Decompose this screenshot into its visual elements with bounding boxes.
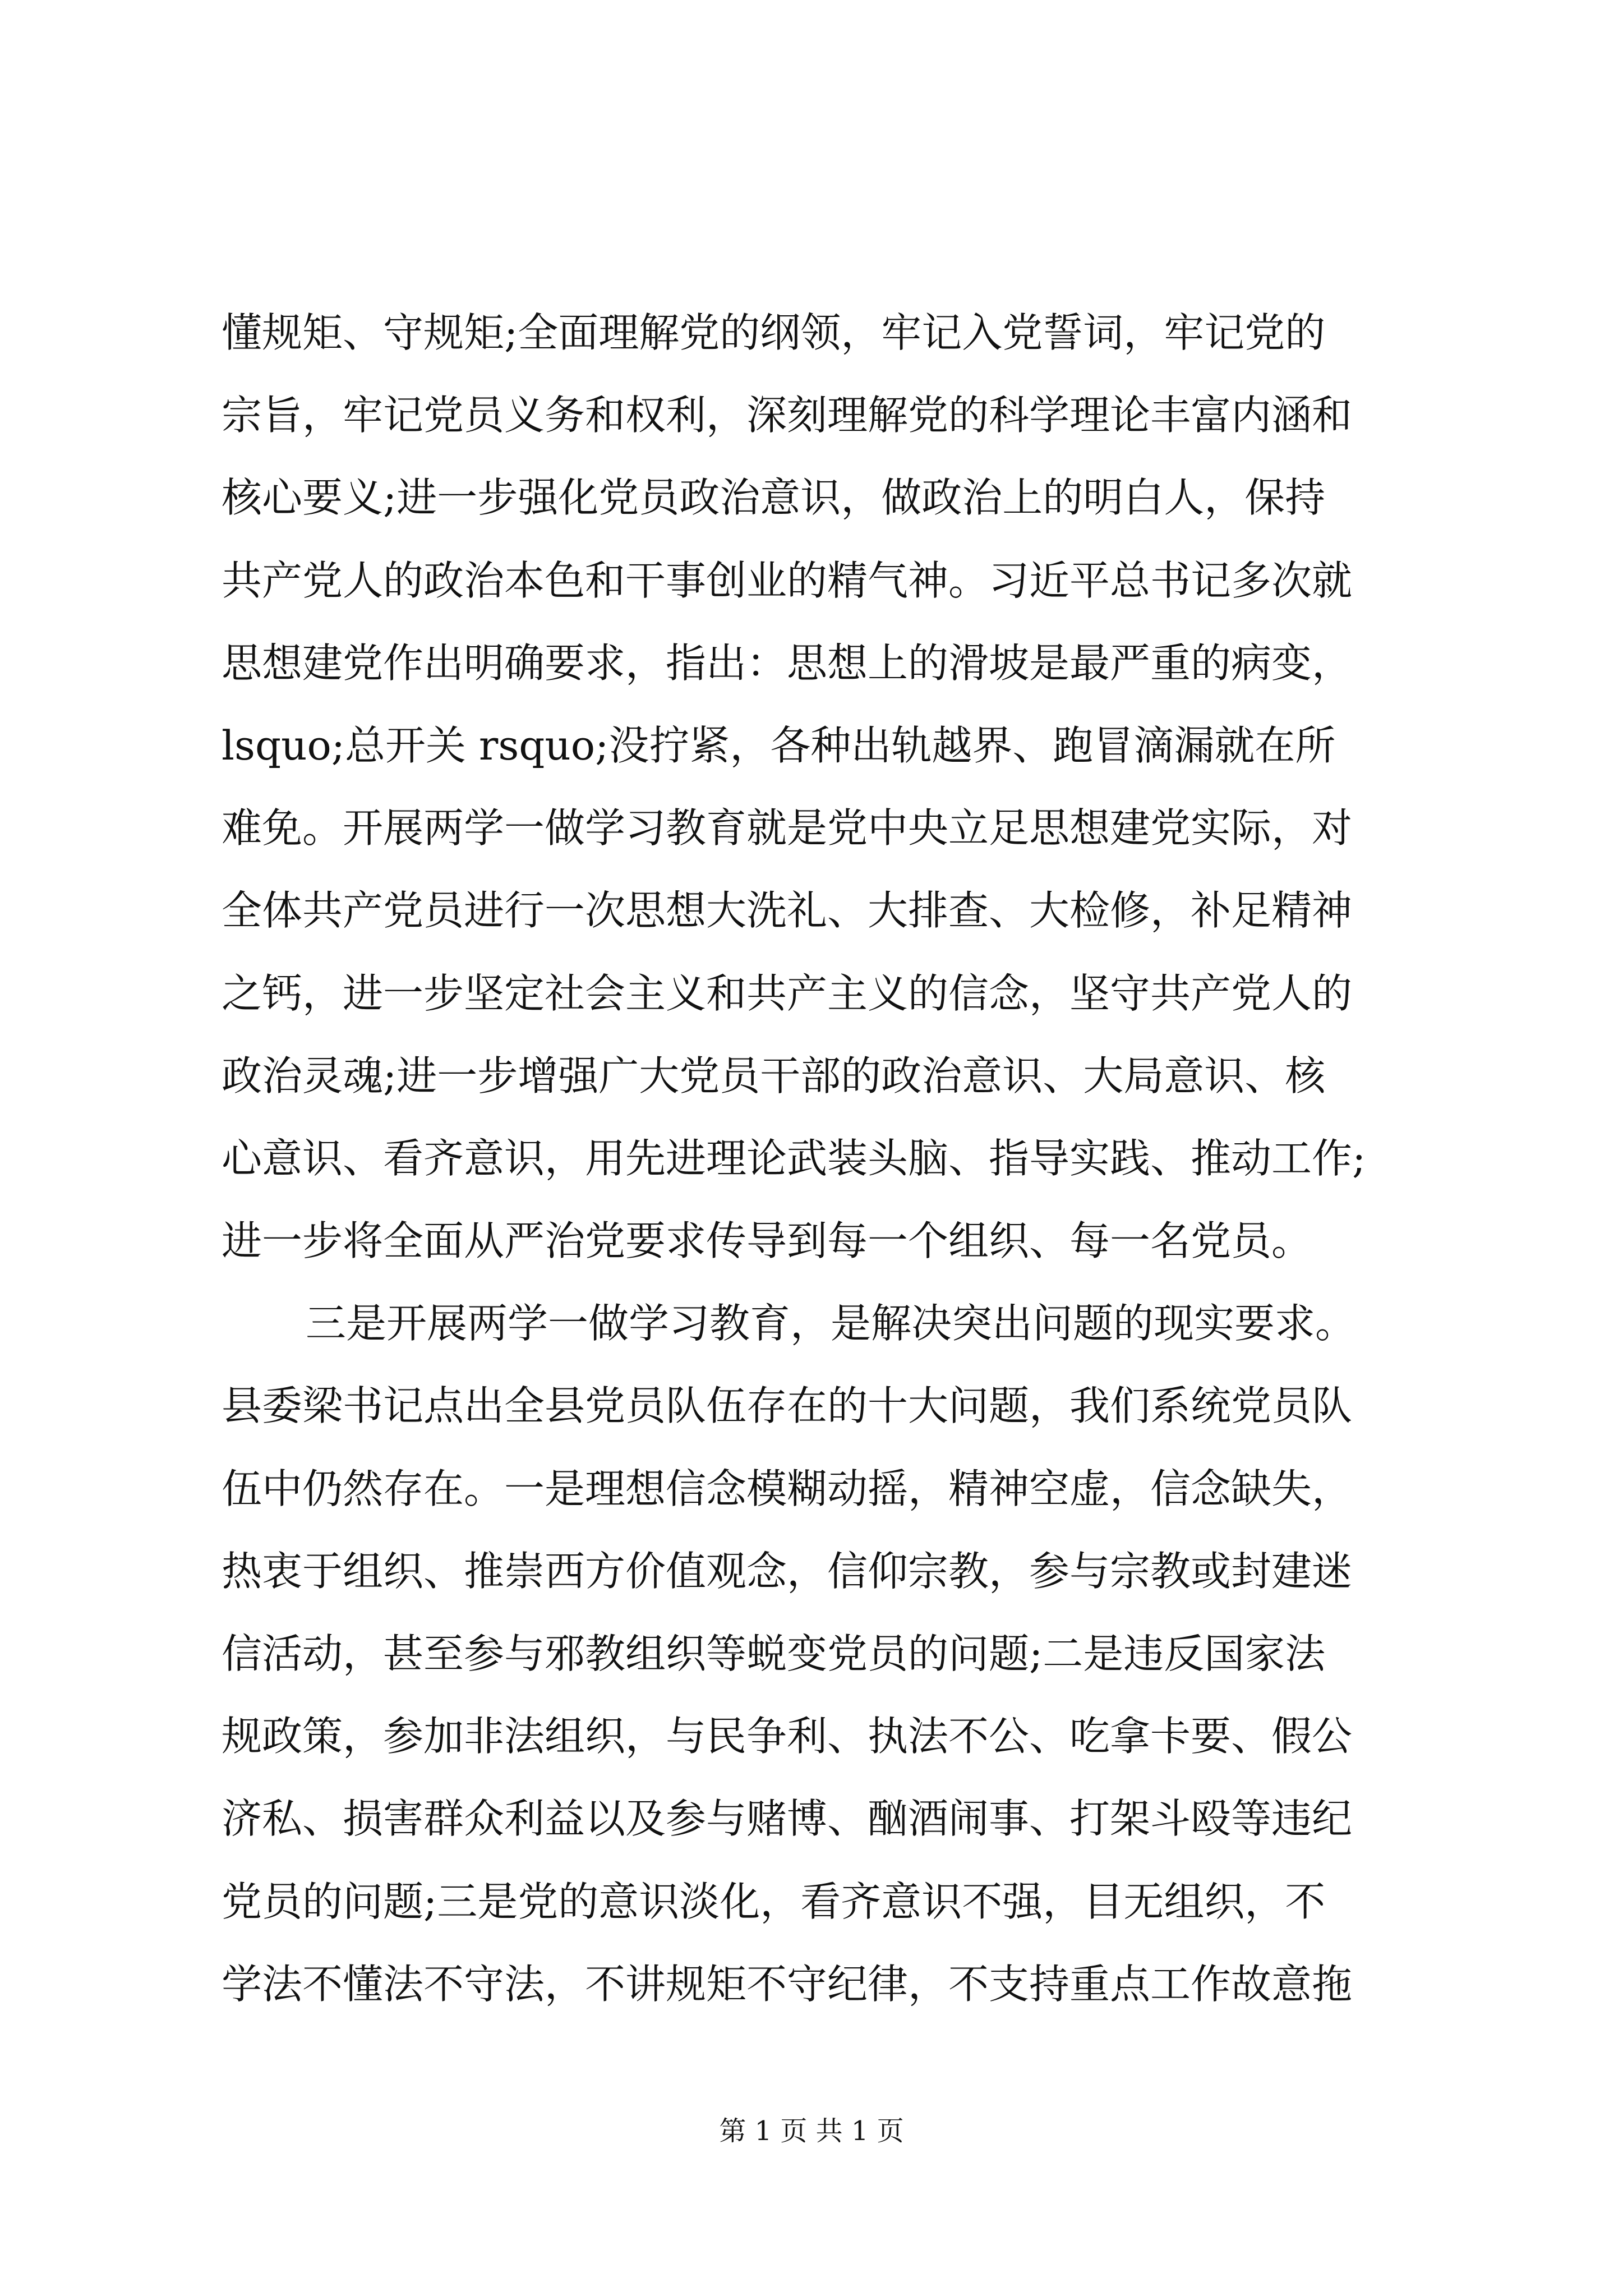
page-footer: 第 1 页 共 1 页 bbox=[719, 2115, 904, 2147]
text-line: 政治灵魂;进一步增强广大党员干部的政治意识、大局意识、核 bbox=[222, 1052, 1326, 1099]
text-line: 热衷于组织、推崇西方价值观念，信仰宗教，参与宗教或封建迷 bbox=[222, 1547, 1353, 1595]
text-line: 共产党人的政治本色和干事创业的精气神。习近平总书记多次就 bbox=[222, 556, 1353, 604]
text-line: 信活动，甚至参与邪教组织等蜕变党员的问题;二是违反国家法 bbox=[222, 1630, 1326, 1677]
text-line: 党员的问题;三是党的意识淡化，看齐意识不强，目无组织，不 bbox=[222, 1878, 1326, 1925]
text-line: 伍中仍然存在。一是理想信念模糊动摇，精神空虚，信念缺失， bbox=[222, 1465, 1353, 1512]
document-body bbox=[222, 292, 1422, 2026]
text-line: 学法不懂法不守法，不讲规矩不守纪律，不支持重点工作故意拖 bbox=[222, 1960, 1353, 2008]
text-line: 之钙，进一步坚定社会主义和共产主义的信念，坚守共产党人的 bbox=[222, 969, 1353, 1017]
text-line: 县委梁书记点出全县党员队伍存在的十大问题，我们系统党员队 bbox=[222, 1382, 1353, 1430]
text-line: lsquo;总开关 rsquo;没拧紧，各种出轨越界、跑冒滴漏就在所 bbox=[222, 721, 1336, 769]
text-line: 难免。开展两学一做学习教育就是党中央立足思想建党实际，对 bbox=[222, 804, 1353, 852]
text-line: 进一步将全面从严治党要求传导到每一个组织、每一名党员。 bbox=[222, 1217, 1312, 1265]
text-line: 规政策，参加非法组织，与民争利、执法不公、吃拿卡要、假公 bbox=[222, 1713, 1353, 1760]
text-line: 核心要义;进一步强化党员政治意识，做政治上的明白人，保持 bbox=[222, 474, 1326, 522]
paragraph-start-line: 三是开展两学一做学习教育，是解决突出问题的现实要求。 bbox=[306, 1300, 1356, 1347]
text-line: 济私、损害群众利益以及参与赌博、酗酒闹事、打架斗殴等违纪 bbox=[222, 1795, 1353, 1843]
text-line: 思想建党作出明确要求，指出：思想上的滑坡是最严重的病变， bbox=[222, 639, 1353, 687]
text-line: 懂规矩、守规矩;全面理解党的纲领，牢记入党誓词，牢记党的 bbox=[222, 309, 1326, 356]
text-line: 宗旨，牢记党员义务和权利，深刻理解党的科学理论丰富内涵和 bbox=[222, 392, 1353, 439]
text-line: 全体共产党员进行一次思想大洗礼、大排查、大检修，补足精神 bbox=[222, 887, 1353, 935]
text-line: 心意识、看齐意识，用先进理论武装头脑、指导实践、推动工作; bbox=[222, 1134, 1366, 1182]
